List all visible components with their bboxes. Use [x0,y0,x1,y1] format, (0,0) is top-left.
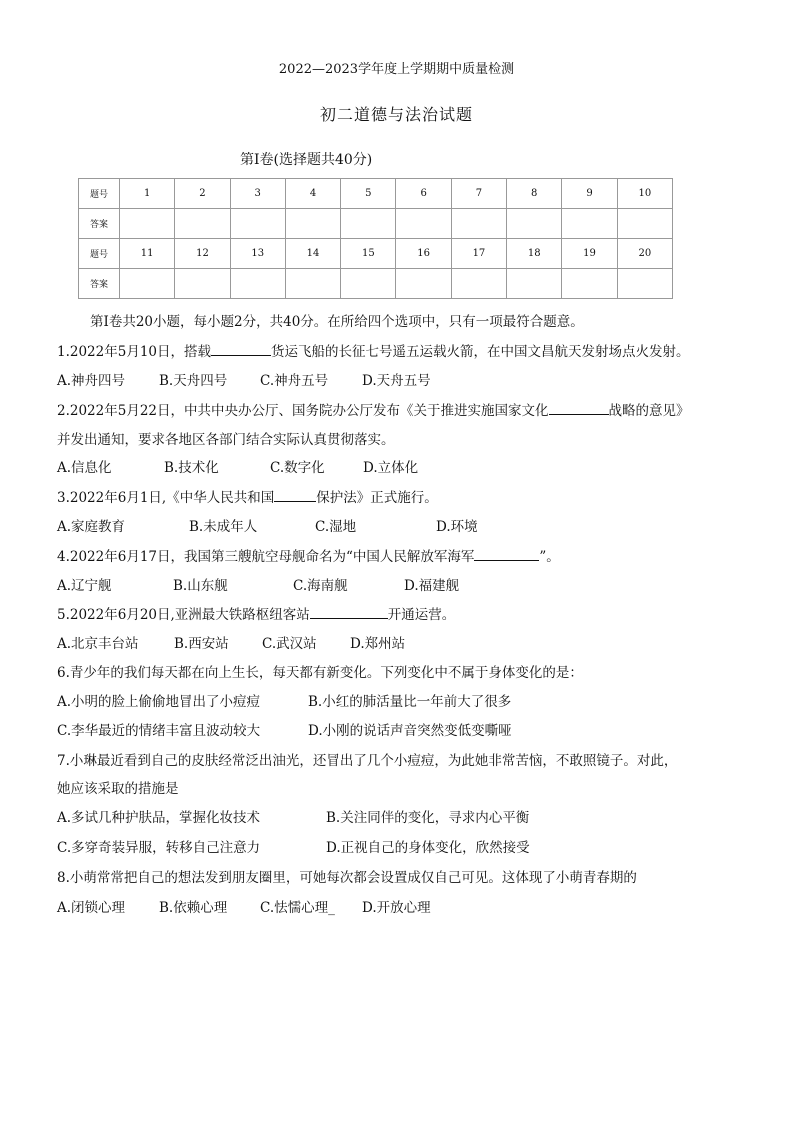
question-6-stem: 6.青少年的我们每天都在向上生长，每天都有新变化。下列变化中不属于身体变化的是： [57,665,583,681]
option-d[interactable]: D.立体化 [363,460,419,476]
option-b[interactable]: B.依赖心理 [159,900,228,916]
option-d[interactable]: D.天舟五号 [362,373,431,389]
table-row [79,239,673,269]
option-c[interactable]: C.多穿奇装异服，转移自己注意力 [57,840,261,856]
option-b[interactable]: B.未成年人 [189,519,258,535]
question-number: 12 [175,239,230,269]
answer-cell[interactable] [285,269,340,299]
question-number: 5 [341,179,396,209]
question-number: 20 [617,239,672,269]
option-b[interactable]: B.山东舰 [173,578,228,594]
table-row [79,209,673,239]
answer-label: 答案 [79,209,120,239]
answer-cell[interactable] [120,209,175,239]
option-c[interactable]: C.海南舰 [293,578,348,594]
exam-title: 2022—2023学年度上学期期中质量检测 [278,62,515,77]
subject-title: 初二道德与法治试题 [319,105,473,124]
answer-blank [474,548,539,561]
stem-text: 开通运营。 [387,607,456,623]
option-a[interactable]: A.信息化 [57,460,112,476]
option-c[interactable]: C.武汉站 [262,636,317,652]
answer-cell[interactable] [396,209,451,239]
stem-text: 战略的意见》 [608,403,690,419]
answer-cell[interactable] [396,269,451,299]
question-number: 18 [507,239,562,269]
option-c[interactable]: C.数字化 [270,460,325,476]
answer-cell[interactable] [451,269,506,299]
answer-cell[interactable] [120,269,175,299]
option-d[interactable]: D.福建舰 [404,578,460,594]
question-number: 14 [285,239,340,269]
option-c[interactable]: C.怯懦心理_ [260,900,335,916]
question-number: 19 [562,239,617,269]
stem-text: 货运飞船的长征七号遥五运载火箭，在中国文昌航天发射场点火发射。 [271,344,690,360]
stem-text: 5.2022年6月20日,亚洲最大铁路枢纽客站 [57,607,310,623]
section-title: 第Ⅰ卷(选择题共40分) [240,152,373,168]
answer-cell[interactable] [341,269,396,299]
question-number: 7 [451,179,506,209]
stem-text: ”。 [539,549,560,565]
answer-blank [274,489,316,502]
answer-table [78,178,673,299]
question-number: 13 [230,239,285,269]
stem-text: 保护法》正式施行。 [316,490,438,506]
question-number: 15 [341,239,396,269]
question-number: 10 [617,179,672,209]
option-c[interactable]: C.湿地 [315,519,357,535]
answer-cell[interactable] [230,269,285,299]
question-number: 4 [285,179,340,209]
option-c[interactable]: C.神舟五号 [260,373,329,389]
question-7-stem-cont: 她应该采取的措施是 [57,781,179,797]
option-b[interactable]: B.技术化 [164,460,219,476]
option-d[interactable]: D.郑州站 [350,636,406,652]
option-b[interactable]: B.天舟四号 [159,373,228,389]
answer-cell[interactable] [451,209,506,239]
instructions: 第Ⅰ卷共20小题，每小题2分，共40分。在所给四个选项中，只有一项最符合题意。 [90,314,584,330]
option-d[interactable]: D.开放心理 [362,900,431,916]
question-number: 16 [396,239,451,269]
question-4-stem [57,545,560,565]
answer-cell[interactable] [230,209,285,239]
answer-cell[interactable] [617,209,672,239]
option-b[interactable]: B.西安站 [174,636,229,652]
question-number: 6 [396,179,451,209]
option-c[interactable]: C.李华最近的情绪丰富且波动较大 [57,723,261,739]
question-5-stem [57,603,455,623]
answer-label: 答案 [79,269,120,299]
answer-cell[interactable] [175,209,230,239]
answer-cell[interactable] [617,269,672,299]
question-2-stem-cont: 并发出通知，要求各地区各部门结合实际认真贯彻落实。 [57,432,395,448]
table-row [79,179,673,209]
answer-cell[interactable] [285,209,340,239]
option-a[interactable]: A.北京丰台站 [57,636,139,652]
answer-cell[interactable] [341,209,396,239]
answer-blank [549,402,609,415]
question-2-stem [57,399,690,419]
question-1-stem [57,340,690,360]
option-a[interactable]: A.神舟四号 [57,373,126,389]
question-number: 2 [175,179,230,209]
answer-cell[interactable] [507,269,562,299]
question-7-stem: 7.小琳最近看到自己的皮肤经常泛出油光，还冒出了几个小痘痘，为此她非常苦恼，不敢照镜子。对此， [57,753,678,769]
stem-text: 1.2022年5月10日，搭载 [57,344,212,360]
answer-cell[interactable] [175,269,230,299]
question-number: 8 [507,179,562,209]
option-a[interactable]: A.辽宁舰 [57,578,112,594]
answer-cell[interactable] [507,209,562,239]
answer-blank [310,606,388,619]
answer-blank [211,343,271,356]
question-number: 1 [120,179,175,209]
option-a[interactable]: A.闭锁心理 [57,900,126,916]
question-number: 11 [120,239,175,269]
option-b[interactable]: B.小红的肺活量比一年前大了很多 [308,694,512,710]
stem-text: 3.2022年6月1日,《中华人民共和国 [57,490,275,506]
option-a[interactable]: A.家庭教育 [57,519,126,535]
option-d[interactable]: D.小刚的说话声音突然变低变嘶哑 [308,723,512,739]
stem-text: 2.2022年5月22日，中共中央办公厅、国务院办公厅发布《关于推进实施国家文化 [57,403,549,419]
option-d[interactable]: D.环境 [436,519,478,535]
option-b[interactable]: B.关注同伴的变化，寻求内心平衡 [326,810,530,826]
option-a[interactable]: A.小明的脸上偷偷地冒出了小痘痘 [57,694,261,710]
table-row [79,269,673,299]
question-number: 9 [562,179,617,209]
question-8-stem: 8.小萌常常把自己的想法发到朋友圈里，可她每次都会设置成仅自己可见。这体现了小萌青春期的 [57,870,637,886]
option-a[interactable]: A.多试几种护肤品，掌握化妆技术 [57,810,261,826]
question-label: 题号 [79,179,120,209]
option-d[interactable]: D.正视自己的身体变化，欣然接受 [326,840,530,856]
stem-text: 4.2022年6月17日，我国第三艘航空母舰命名为“中国人民解放军海军 [57,549,475,565]
question-3-stem [57,486,438,506]
answer-cell[interactable] [562,209,617,239]
question-number: 17 [451,239,506,269]
question-number: 3 [230,179,285,209]
answer-cell[interactable] [562,269,617,299]
question-label: 题号 [79,239,120,269]
